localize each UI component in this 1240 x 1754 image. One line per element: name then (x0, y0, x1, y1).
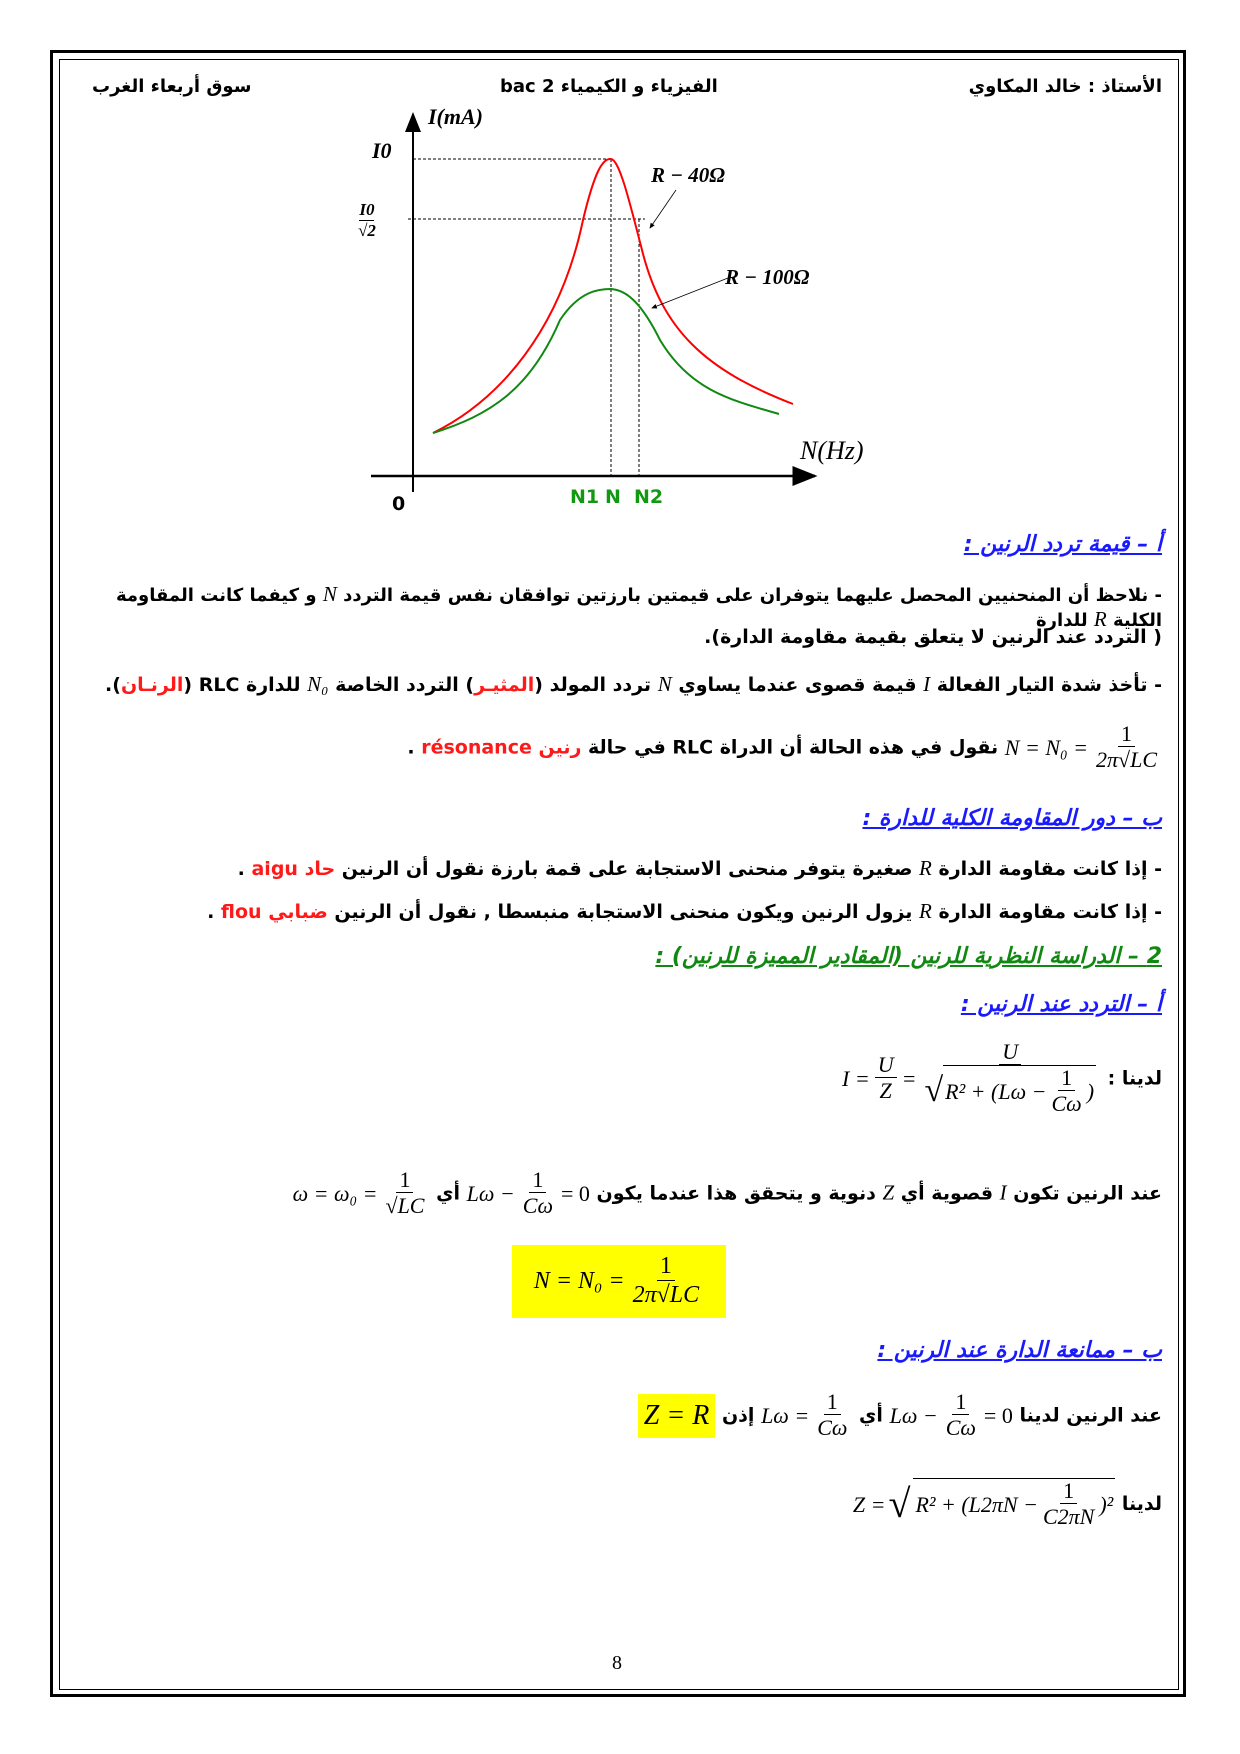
curve-r100 (433, 289, 779, 433)
denominator: Cω (945, 1415, 976, 1441)
i0-sqrt2-den: √2 (358, 221, 376, 240)
r40-pointer (650, 190, 676, 228)
text: - نلاحظ أن المنحنيين المحصل عليهما يتوفران على قيمتين بارزتين توافقان نفس قيمة التردد (336, 585, 1162, 606)
text: إذن (715, 1404, 755, 1427)
text: - إذا كانت مقاومة الدارة (931, 858, 1162, 880)
symbol-n: N (657, 672, 672, 696)
text: و كيفما كانت المقاومة الكلية (115, 585, 1162, 631)
header-teacher: الأستاذ : خالد المكاوي (968, 76, 1162, 97)
denominator: √LC (385, 1193, 425, 1219)
formula-reactance-zero (467, 1168, 590, 1220)
fraction (383, 1168, 428, 1220)
text: قصوية أي (894, 1182, 1000, 1205)
formula-lhs: I = (842, 1066, 870, 1092)
formula-resonance-frequency-boxed (534, 1253, 704, 1309)
symbol-i: I (923, 672, 931, 696)
numerator: 1 (396, 1168, 413, 1193)
radicand (913, 1478, 1115, 1531)
paragraph-line-8 (70, 1168, 1162, 1220)
numerator: 1 (529, 1168, 546, 1193)
formula-lhs: N = N₀ = (533, 1268, 625, 1294)
numerator: 1 (657, 1253, 675, 1280)
text: لدينا (1121, 1492, 1162, 1515)
text: أي (852, 1404, 883, 1427)
highlight-term: حاد aigu (251, 858, 336, 880)
numerator: 1 (824, 1390, 841, 1415)
denominator: Z (879, 1078, 892, 1104)
y-axis-label: I(mA) (428, 104, 483, 129)
symbol-n0: N₀ (307, 672, 329, 696)
text: عند الرنين تكون (1006, 1182, 1162, 1205)
text: ). (105, 674, 121, 696)
formula-l-omega (761, 1390, 852, 1442)
paragraph-line-1 (70, 582, 1162, 631)
numerator: 1 (1058, 1066, 1075, 1091)
symbol-n: N (322, 582, 337, 606)
symbol-r: R (919, 899, 932, 923)
heading-frequency-at-resonance: أ – التردد عند الرنين : (960, 992, 1162, 1017)
text: يزول الرنين ويكون منحنى الاستجابة منبسطا , نقول أن الرنين (327, 901, 920, 923)
denominator: 2π√LC (632, 1281, 700, 1308)
numerator: U (875, 1053, 897, 1078)
i0-sqrt2-num: I0 (359, 200, 375, 219)
sqrt-sign: √ (888, 1481, 911, 1527)
numerator: U (999, 1040, 1021, 1065)
paragraph-line-7 (70, 1040, 1162, 1118)
header-school: سوق أربعاء الغرب (92, 76, 252, 97)
text: . (207, 901, 221, 923)
text: للدارة (1035, 609, 1094, 631)
symbol-z: Z (882, 1180, 895, 1205)
term: ω = ω₀ = (292, 1181, 378, 1207)
text: - تأخذ شدة التيار الفعالة (930, 674, 1162, 696)
highlight-term: ضبابي flou (220, 901, 328, 923)
formula-omega0 (293, 1168, 430, 1220)
numerator: 1 (1118, 722, 1135, 747)
fraction (943, 1390, 979, 1442)
symbol-i: I (999, 1180, 1007, 1205)
text: تردد المولد ( (534, 674, 658, 696)
formula-lhs: Z = (852, 1491, 886, 1517)
curve-r40 (433, 159, 793, 433)
tick-n: N (605, 486, 621, 508)
i0-label: I0 (372, 138, 392, 163)
numerator: 1 (952, 1390, 969, 1415)
formula-current (842, 1040, 1101, 1118)
denominator: Cω (817, 1415, 848, 1441)
curve-label-r100: R − 100Ω (725, 265, 810, 289)
heading-impedance-at-resonance: ب – ممانعة الدارة عند الرنين : (877, 1338, 1162, 1363)
formula-impedance (853, 1478, 1115, 1531)
fraction (520, 1168, 556, 1220)
symbol-r: R (1093, 606, 1107, 631)
text: أي (429, 1182, 461, 1205)
text: دنوية و يتحقق هذا عندما يكون (589, 1182, 883, 1205)
text: قيمة قصوى عندما يساوي (671, 674, 924, 696)
highlight-term: رنين résonance (421, 736, 582, 759)
numerator: 1 (1060, 1479, 1077, 1504)
text: لدينا : (1107, 1067, 1162, 1090)
denominator: Cω (522, 1193, 553, 1219)
tick-n1: N1 (570, 486, 600, 508)
term: = 0 (983, 1403, 1013, 1429)
paragraph-line-4 (70, 722, 1162, 774)
term: R² + (Lω − (945, 1078, 1047, 1104)
sqrt-sign: √ (924, 1072, 944, 1110)
denominator: 2π√LC (1095, 747, 1157, 773)
fraction (1040, 1479, 1097, 1531)
fraction (875, 1053, 897, 1105)
tick-n2: N2 (634, 486, 664, 508)
term: )² (1099, 1492, 1114, 1518)
text: صغيرة يتوفر منحنى الاستجابة على قمة بارزة نقول أن الرنين (335, 858, 920, 880)
text: ) التردد الخاصة (328, 674, 475, 696)
highlighted-formula-box (512, 1245, 726, 1318)
heading-theoretical-study: 2 – الدراسة النظرية للرنين (المقادير المميزة للرنين) : (655, 944, 1162, 969)
curve-label-r40: R − 40Ω (651, 163, 725, 187)
term: Lω − (466, 1181, 515, 1207)
fraction (921, 1040, 1099, 1118)
text: . (407, 736, 422, 759)
text: - إذا كانت مقاومة الدارة (931, 901, 1162, 923)
paragraph-line-10 (70, 1478, 1162, 1531)
paragraph-line-3 (70, 672, 1162, 697)
heading-resonance-frequency-value: أ – قيمة تردد الرنين : (963, 532, 1162, 557)
text: نقول في هذه الحالة أن الدراة RLC في حالة (581, 736, 1005, 759)
text: . (237, 858, 252, 880)
equals: = (901, 1066, 917, 1092)
denominator (921, 1065, 1099, 1118)
symbol-r: R (919, 856, 932, 880)
denominator: Cω (1051, 1091, 1082, 1117)
x-axis-label: N(Hz) (800, 436, 864, 465)
formula-resonance-frequency (1005, 722, 1162, 774)
page-number: 8 (612, 1652, 622, 1674)
highlight-term: المثيـر (474, 674, 535, 696)
term: ) (1086, 1078, 1095, 1104)
paragraph-line-5 (70, 856, 1162, 881)
paragraph-line-2: ( التردد عند الرنين لا يتعلق بقيمة مقاومة الدارة). (704, 626, 1162, 648)
i0-sqrt2-label (358, 200, 376, 241)
heading-resistance-role: ب – دور المقاومة الكلية للدارة : (862, 806, 1162, 831)
text: للدارة RLC ( (183, 674, 308, 696)
term: Lω = (761, 1403, 810, 1429)
fraction (1093, 722, 1160, 774)
radicand (943, 1065, 1096, 1118)
formula-reactance-zero (890, 1390, 1013, 1442)
paragraph-line-9 (70, 1390, 1162, 1442)
term: = 0 (561, 1181, 590, 1207)
fraction (1048, 1066, 1084, 1118)
fraction (814, 1390, 850, 1442)
denominator: C2πN (1042, 1504, 1095, 1530)
r100-pointer (652, 278, 728, 308)
highlight-term: الرنـان (120, 674, 184, 696)
origin-label: 0 (392, 493, 406, 515)
term: Lω − (889, 1403, 938, 1429)
paragraph-line-6 (70, 899, 1162, 924)
resonance-graph (0, 0, 1240, 520)
formula-z-equals-r: Z = R (638, 1394, 716, 1438)
text: عند الرنين لدينا (1012, 1404, 1162, 1427)
fraction (630, 1253, 703, 1309)
formula-lhs: N = N₀ = (1004, 735, 1088, 761)
header-subject: الفيزياء و الكيمياء 2 bac (500, 76, 718, 97)
term: R² + (L2πN − (915, 1492, 1038, 1518)
